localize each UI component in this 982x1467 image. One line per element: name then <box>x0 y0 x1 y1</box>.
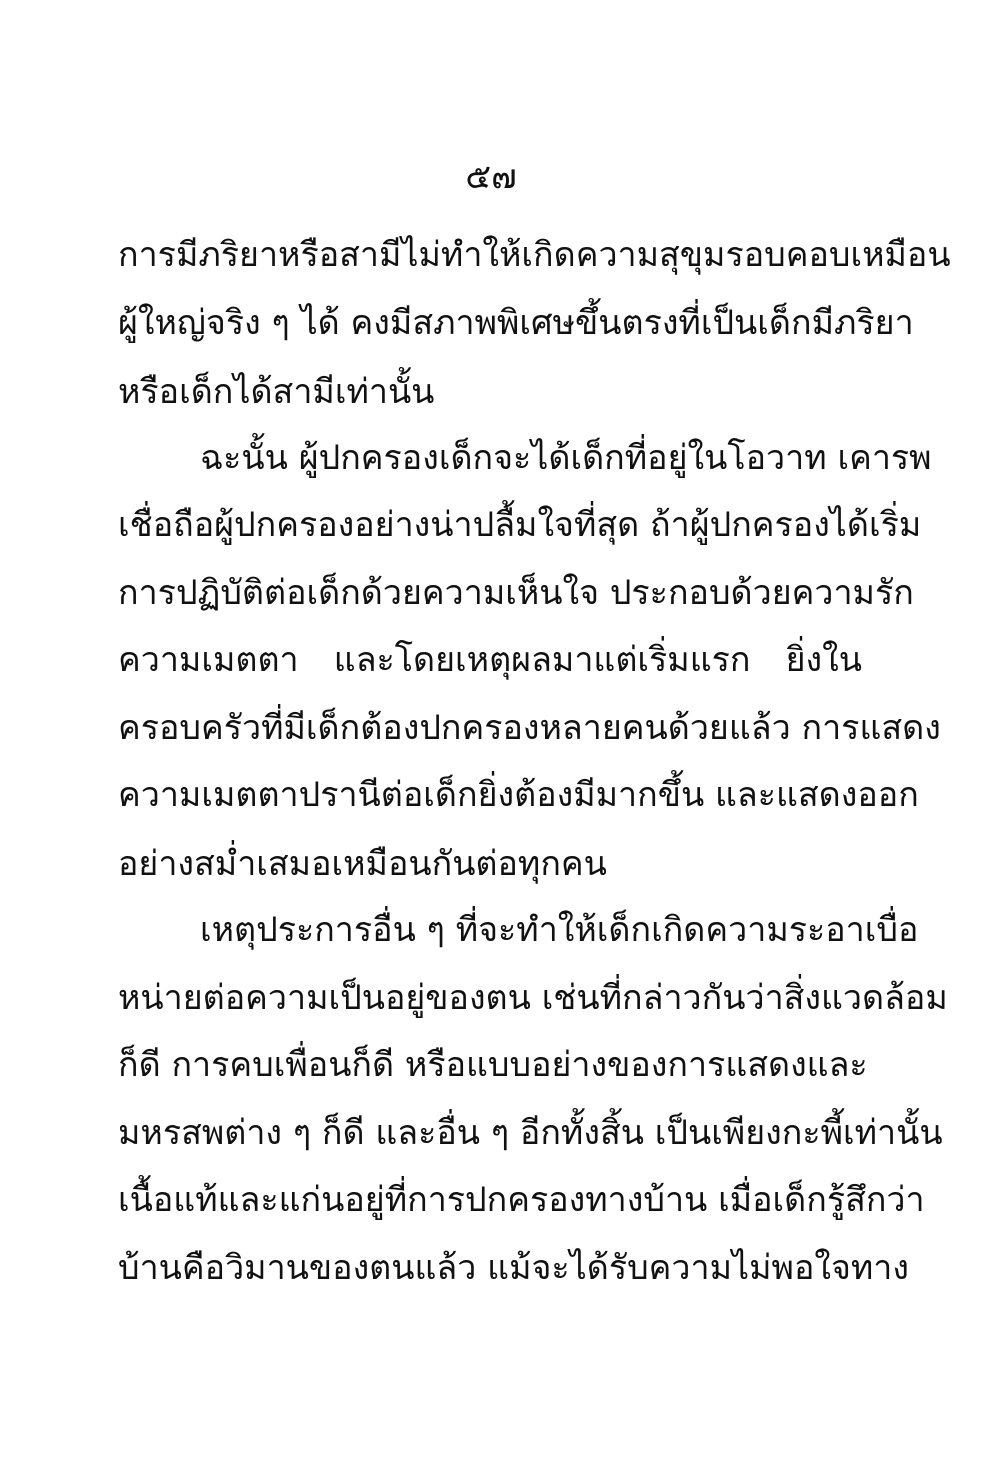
text-body <box>118 222 951 1302</box>
text-line: เหตุประการอื่น ๆ ที่จะทำให้เด็กเกิดความระอาเบื่อ <box>200 910 919 950</box>
text-line: ครอบครัวที่มีเด็กต้องปกครองหลายคนด้วยแล้ว การแสดง <box>118 707 941 748</box>
text-line: หน่ายต่อความเป็นอยู่ของตน เช่นที่กล่าวกันว่าสิ่งแวดล้อม <box>118 977 948 1018</box>
page-number: ๕๗ <box>465 157 517 197</box>
text-line: เชื่อถือผู้ปกครองอย่างน่าปลื้มใจที่สุด ถ้าผู้ปกครองได้เริ่ม <box>118 505 922 545</box>
text-line: เนื้อแท้และแก่นอยู่ที่การปกครองทางบ้าน เมื่อเด็กรู้สึกว่า <box>118 1180 925 1220</box>
text-line: ความเมตตาปรานีต่อเด็กยิ่งต้องมีมากขึ้น และแสดงออก <box>118 775 919 815</box>
text-line: หรือเด็กได้สามีเท่านั้น <box>118 371 435 412</box>
text-line: ความเมตตา และโดยเหตุผลมาแต่เริ่มแรก ยิ่งใน <box>118 640 862 680</box>
text-line: อย่างสม่ำเสมอเหมือนกันต่อทุกคน <box>118 844 607 885</box>
text-line: การปฏิบัติต่อเด็กด้วยความเห็นใจ ประกอบด้วยความรัก <box>118 572 914 613</box>
text-line: มหรสพต่าง ๆ ก็ดี และอื่น ๆ อีกทั้งสิ้น เป็นเพียงกะพี้เท่านั้น <box>118 1112 943 1153</box>
text-line: ก็ดี การคบเพื่อนก็ดี หรือแบบอย่างของการแสดงและ <box>118 1045 868 1085</box>
text-line: ผู้ใหญ่จริง ๆ ได้ คงมีสภาพพิเศษขึ้นตรงที่เป็นเด็กมีภริยา <box>118 302 914 343</box>
text-line: การมีภริยาหรือสามีไม่ทำให้เกิดความสุขุมรอบคอบเหมือน <box>118 235 951 275</box>
text-line: บ้านคือวิมานของตนแล้ว แม้จะได้รับความไม่พอใจทาง <box>118 1247 909 1288</box>
text-line: ฉะนั้น ผู้ปกครองเด็กจะได้เด็กที่อยู่ในโอวาท เคารพ <box>200 437 932 478</box>
